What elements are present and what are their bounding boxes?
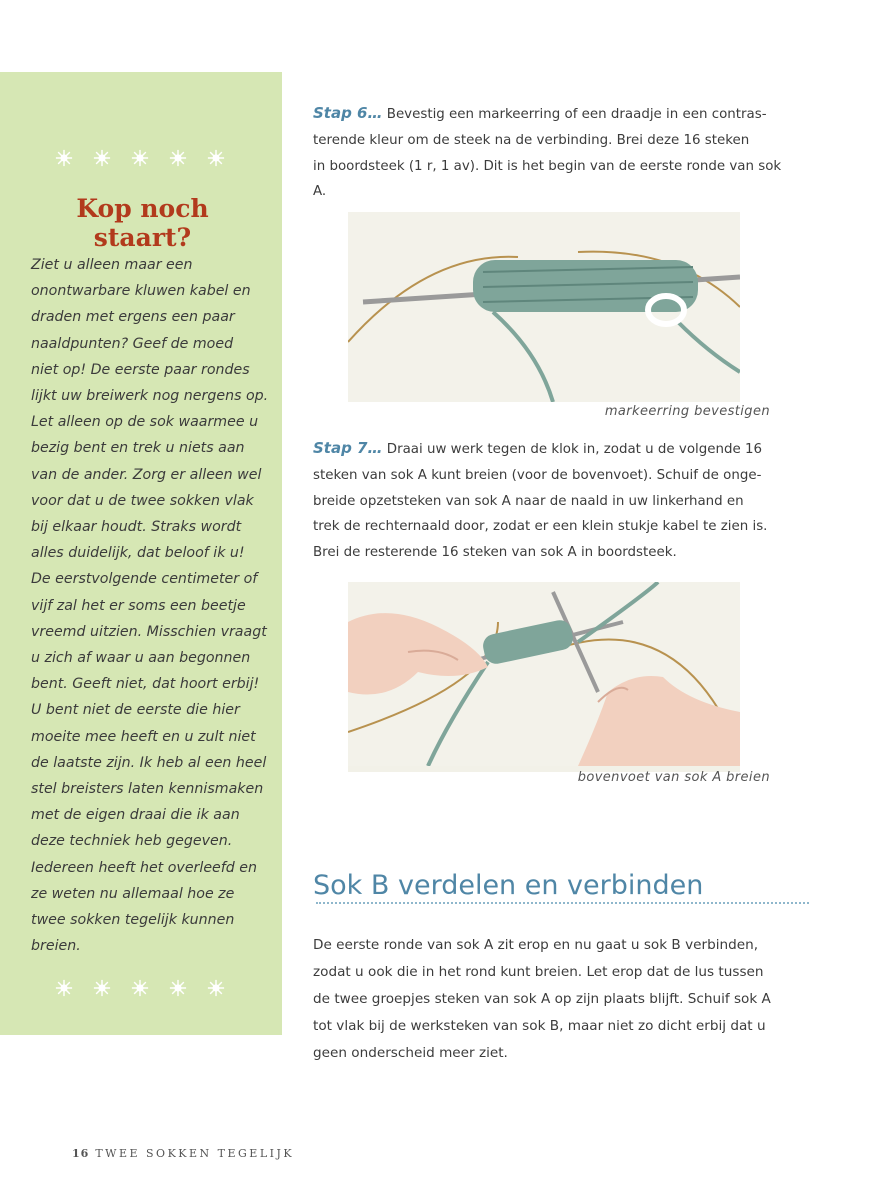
caption-instep-knitting: bovenvoet van sok A breien: [577, 770, 770, 785]
sidebar-line: De eerstvolgende centimeter of: [31, 571, 258, 588]
section-heading: Sok B verdelen en verbinden: [313, 870, 704, 901]
sidebar-line: U bent niet de eerste die hier: [31, 702, 240, 719]
sidebar-title-line: staart?: [93, 223, 192, 252]
sidebar-line: Ziet u alleen maar een: [31, 257, 193, 273]
sidebar-line: met de eigen draai die ik aan: [31, 807, 240, 824]
photo-marker-ring: [348, 212, 740, 402]
sidebar-line: vijf zal het er soms een beetje: [31, 597, 246, 614]
sidebar-line: draden met ergens een paar: [31, 309, 235, 326]
sidebar-line: niet op! De eerste paar rondes: [31, 361, 250, 378]
sidebar-line: de laatste zijn. Ik heb al een heel: [31, 754, 267, 771]
sidebar-line: Let alleen op de sok waarmee u: [31, 414, 259, 431]
star-icon: [55, 149, 73, 167]
star-row-bottom: [55, 979, 225, 997]
step-6-label: Stap 6…: [313, 104, 383, 122]
sidebar-title: [20, 194, 265, 252]
section-line: de twee groepjes steken van sok A op zijn plaats blijft. Schuif sok A: [313, 991, 771, 1007]
section-line: geen onderscheid meer ziet.: [313, 1045, 508, 1061]
sidebar-line: voor dat u de twee sokken vlak: [31, 492, 254, 509]
sidebar-line: moeite mee heeft en u zult niet: [31, 728, 256, 745]
sidebar-line: naaldpunten? Geef de moed: [31, 335, 234, 352]
star-icon: [93, 979, 111, 997]
sidebar-line: twee sokken tegelijk kunnen: [31, 912, 235, 929]
step-6-paragraph: [313, 101, 809, 205]
section-body: [313, 932, 809, 1067]
sidebar-line: u zich af waar u aan begonnen: [31, 650, 251, 667]
running-title: TWEE SOKKEN TEGELIJK: [95, 1147, 295, 1160]
step-7-paragraph: [313, 436, 809, 566]
sidebar-box: [0, 72, 282, 1035]
star-icon: [207, 979, 225, 997]
sidebar-title-line: Kop noch: [76, 194, 209, 223]
step-7-line: trek de rechternaald door, zodat er een klein stukje kabel te zien is.: [313, 519, 768, 535]
sidebar-line: Iedereen heeft het overleefd en: [31, 859, 258, 876]
sidebar-line: stel breisters laten kennismaken: [31, 781, 264, 798]
heading-dotted-rule: [316, 900, 809, 904]
step-6-line: terende kleur om de steek na de verbinding. Brei deze 16 steken: [313, 132, 750, 148]
star-icon: [169, 979, 187, 997]
step-6-line: in boordsteek (1 r, 1 av). Dit is het begin van de eerste ronde van sok: [313, 158, 782, 174]
step-7-line: Brei de resterende 16 steken van sok A in boordsteek.: [313, 545, 677, 561]
sidebar-line: van de ander. Zorg er alleen wel: [31, 466, 262, 483]
step-7-label: Stap 7…: [313, 439, 383, 457]
section-line: De eerste ronde van sok A zit erop en nu gaat u sok B verbinden,: [313, 937, 759, 953]
step-7-line: breide opzetsteken van sok A naar de naald in uw linkerhand en: [313, 493, 744, 509]
sidebar-line: breien.: [31, 938, 81, 955]
page-footer: [72, 1147, 294, 1160]
section-line: zodat u ook die in het rond kunt breien. Let erop dat de lus tussen: [313, 964, 764, 980]
star-icon: [207, 149, 225, 167]
star-icon: [55, 979, 73, 997]
star-icon: [93, 149, 111, 167]
star-icon: [169, 149, 187, 167]
sidebar-text: [31, 252, 269, 959]
step-7-line: Draai uw werk tegen de klok in, zodat u de volgende 16: [382, 442, 762, 457]
caption-marker-ring: markeerring bevestigen: [604, 404, 770, 419]
sidebar-line: bij elkaar houdt. Straks wordt: [31, 519, 242, 536]
sidebar-line: alles duidelijk, dat beloof ik u!: [31, 545, 245, 562]
sidebar-line: lijkt uw breiwerk nog nergens op.: [31, 388, 269, 405]
star-row-top: [55, 149, 225, 167]
sidebar-line: vreemd uitzien. Misschien vraagt: [31, 623, 267, 640]
sidebar-line: ze weten nu allemaal hoe ze: [31, 885, 235, 902]
section-line: tot vlak bij de werksteken van sok B, maar niet zo dicht erbij dat u: [313, 1018, 766, 1034]
sidebar-line: onontwarbare kluwen kabel en: [31, 283, 251, 300]
photo-instep-knitting: [348, 582, 740, 772]
sidebar-line: bezig bent en trek u niets aan: [31, 440, 245, 457]
sidebar-line: bent. Geeft niet, dat hoort erbij!: [31, 676, 260, 693]
sidebar-line: deze techniek heb gegeven.: [31, 833, 233, 850]
star-icon: [131, 149, 149, 167]
step-7-line: steken van sok A kunt breien (voor de bovenvoet). Schuif de onge-: [313, 467, 762, 483]
step-6-line: Bevestig een markeerring of een draadje in een contras-: [382, 107, 767, 122]
page-number: 16: [72, 1147, 90, 1160]
star-icon: [131, 979, 149, 997]
step-6-line: A.: [313, 184, 327, 200]
